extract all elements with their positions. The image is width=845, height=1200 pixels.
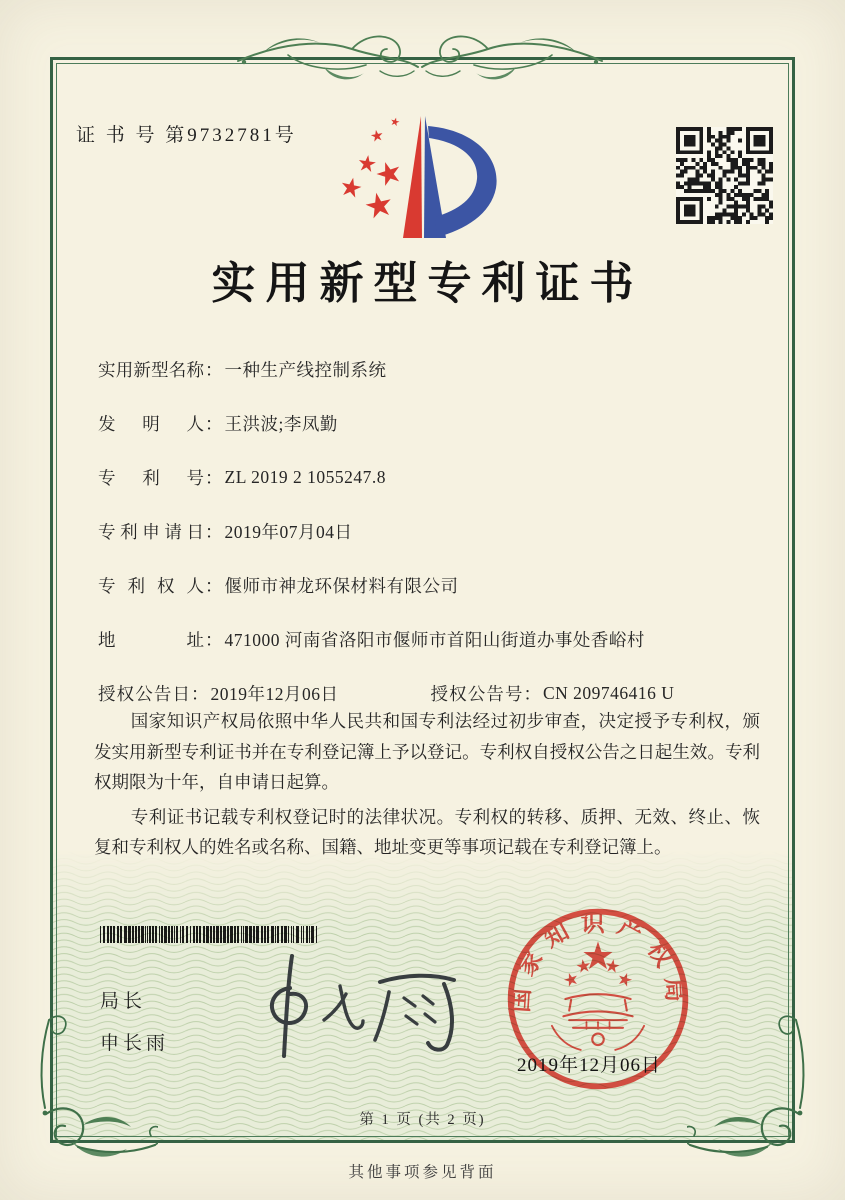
field-row-address bbox=[98, 612, 758, 666]
signature-handwriting bbox=[228, 950, 478, 1065]
top-flourish-ornament bbox=[230, 21, 610, 102]
grant-no-value: CN 209746416 U bbox=[543, 682, 675, 703]
field-label: 专利号 bbox=[98, 467, 204, 488]
seal-date: 2019年12月06日 bbox=[517, 1055, 662, 1076]
field-colon: ： bbox=[205, 359, 223, 380]
grant-no-label: 授权公告号 bbox=[430, 683, 523, 704]
field-row-patent-no bbox=[98, 450, 758, 504]
legal-text bbox=[94, 706, 760, 867]
field-colon: ： bbox=[191, 683, 209, 704]
field-colon: ： bbox=[205, 629, 223, 650]
field-label: 地址 bbox=[98, 629, 204, 650]
grant-date-label: 授权公告日 bbox=[98, 683, 190, 704]
field-value: 王洪波;李凤勤 bbox=[224, 413, 338, 434]
field-colon: ： bbox=[205, 467, 223, 488]
grant-no-group bbox=[431, 681, 675, 706]
field-row-name bbox=[98, 342, 758, 396]
field-colon: ： bbox=[205, 575, 223, 596]
qr-code-image bbox=[676, 127, 773, 224]
field-label: 专利申请日 bbox=[98, 521, 204, 542]
grant-date-value: 2019年12月06日 bbox=[210, 683, 339, 704]
field-value: 471000 河南省洛阳市偃师市首阳山街道办事处香峪村 bbox=[224, 629, 645, 650]
certificate-number: 证 书 号 第9732781号 bbox=[76, 125, 297, 146]
field-colon: ： bbox=[205, 413, 223, 434]
field-value: 一种生产线控制系统 bbox=[224, 359, 387, 380]
field-row-filing-date bbox=[98, 504, 758, 558]
seal-emblem-gate bbox=[552, 994, 644, 1050]
field-row-inventor bbox=[98, 396, 758, 450]
back-side-note: 其他事项参见背面 bbox=[348, 1164, 497, 1181]
barcode-image bbox=[100, 926, 320, 943]
seal-text: 国家知识产权局 bbox=[507, 910, 689, 1014]
legal-paragraph-2: 专利证书记载专利权登记时的法律状况。专利权的转移、质押、无效、终止、恢复和专利权人的姓名或名称、国籍、地址变更等事项记载在专利登记簿上。 bbox=[94, 806, 760, 857]
certificate-title: 实用新型专利证书 bbox=[211, 259, 644, 308]
field-label: 专利权人 bbox=[98, 575, 204, 596]
field-row-patentee bbox=[98, 558, 758, 612]
field-value: ZL 2019 2 1055247.8 bbox=[224, 466, 386, 487]
field-value: 2019年07月04日 bbox=[224, 521, 353, 542]
corner-flourish-right bbox=[687, 1010, 817, 1165]
field-value: 偃师市神龙环保材料有限公司 bbox=[224, 575, 459, 596]
field-colon: ： bbox=[523, 683, 541, 704]
field-colon: ： bbox=[205, 521, 223, 542]
field-label: 实用新型名称 bbox=[98, 359, 204, 380]
director-title: 局长 bbox=[100, 991, 147, 1012]
director-name: 申长雨 bbox=[100, 1033, 170, 1054]
page-number: 第 1 页 (共 2 页) bbox=[359, 1112, 486, 1128]
field-label: 发明人 bbox=[98, 413, 204, 434]
grant-date-group bbox=[98, 681, 339, 706]
field-list bbox=[98, 342, 758, 666]
cnipa-logo-icon bbox=[325, 110, 530, 246]
legal-paragraph-1: 国家知识产权局依照中华人民共和国专利法经过初步审查，决定授予专利权，颁发实用新型专利证书并在专利登记簿上予以登记。专利权自授权公告之日起生效。专利权期限为十年，自申请日起算。 bbox=[94, 711, 760, 792]
